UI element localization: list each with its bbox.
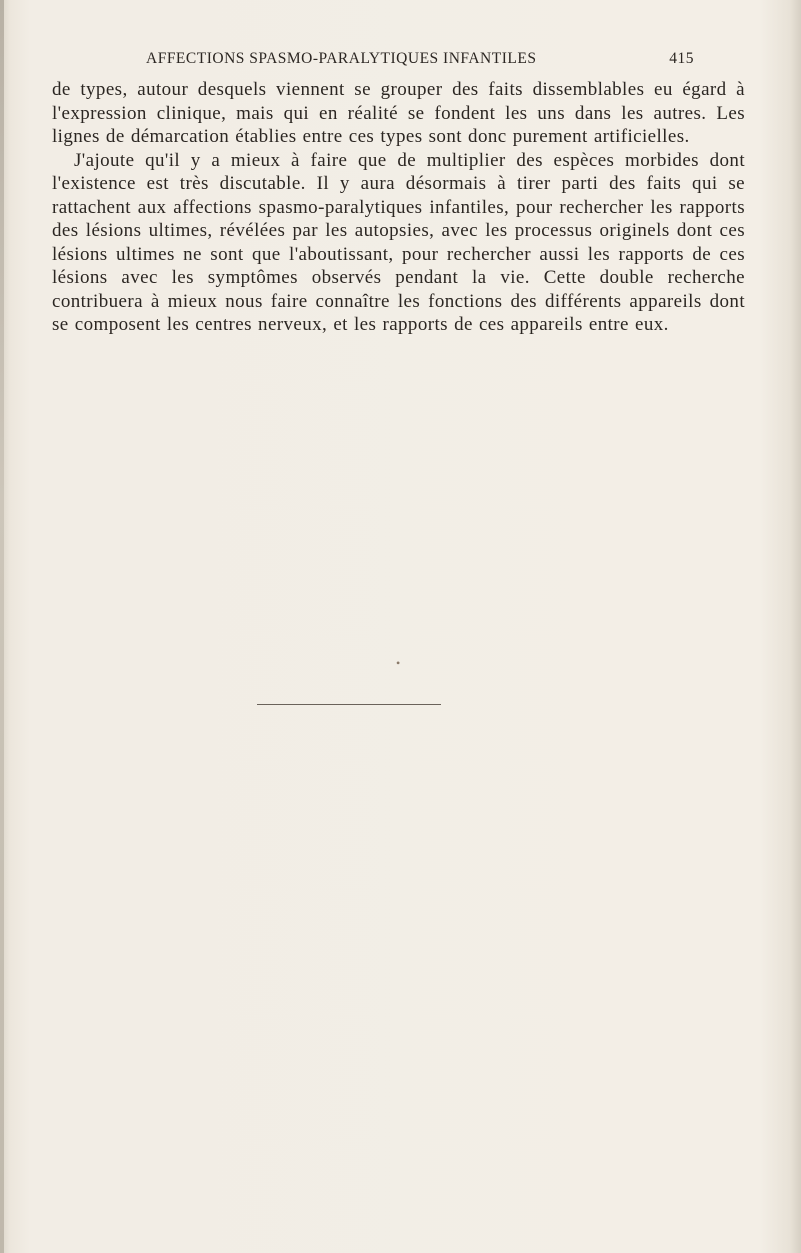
paragraph-1: de types, autour desquels viennent se grouper des faits dissemblables eu égard à l'expression clinique, mais qui en réalité se fondent les uns dans les autres. Les lignes de démarcation établies entre ces types sont donc purement artificielles.: [52, 79, 745, 147]
end-rule: [257, 704, 441, 705]
page-number: 415: [669, 50, 694, 67]
stray-ink-mark: •: [396, 656, 401, 670]
body-text: [52, 78, 745, 337]
paragraph-2: J'ajoute qu'il y a mieux à faire que de multiplier des espèces morbides dont l'existence est très discutable. Il y aura désormais à tirer parti des faits qui se rattachent aux affections spasmo-paralytiques infantiles, pour rechercher les rapports des lésions ultimes, révélées par les autopsies, avec les processus originels dont ces lésions ultimes ne sont que l'aboutissant, pour rechercher aussi les rapports de ces lésions avec les symptômes observés pendant la vie. Cette double recherche contribuera à mieux nous faire connaître les fonctions des différents appareils dont se composent les centres nerveux, et les rapports de ces appareils entre eux.: [52, 149, 745, 335]
running-head: [146, 50, 694, 74]
running-head-title: AFFECTIONS SPASMO-PARALYTIQUES INFANTILES: [146, 50, 537, 67]
page-gutter-edge: [0, 0, 4, 1253]
